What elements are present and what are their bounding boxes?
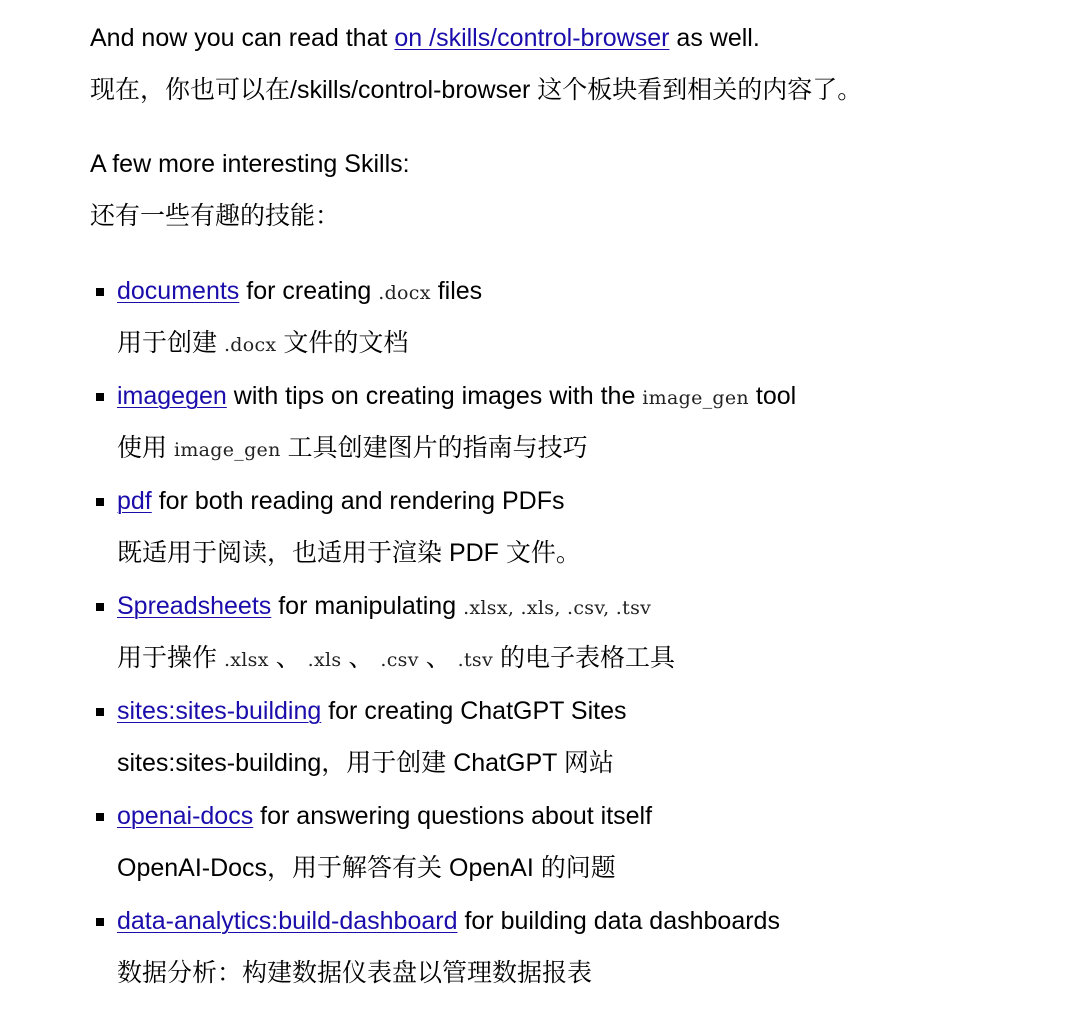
skill-description-en: [117, 800, 652, 832]
skill-text: for creating ChatGPT Sites: [321, 697, 627, 725]
skill-text: 用于操作: [117, 644, 224, 672]
skill-text: with tips on creating images with the: [226, 382, 643, 410]
skill-text: 的电子表格工具: [493, 644, 675, 672]
skill-text: tool: [748, 382, 797, 410]
skill-description-en: [117, 905, 780, 937]
skill-link-sites-building[interactable]: sites:sites-building: [117, 697, 322, 725]
skill-text: for building data dashboards: [457, 907, 780, 935]
separator: 、: [418, 644, 458, 672]
skill-link-pdf[interactable]: pdf: [117, 487, 152, 515]
code-xlsx: .xlsx: [223, 649, 269, 671]
bullet-marker: [96, 288, 104, 296]
skill-text: for both reading and rendering PDFs: [151, 487, 565, 515]
intro-text-after: as well.: [669, 24, 760, 52]
more-skills-heading-zh: 还有一些有趣的技能：: [90, 202, 341, 230]
skill-text: for answering questions about itself: [253, 802, 653, 830]
skill-text: 用于创建: [117, 329, 224, 357]
skill-text: for manipulating: [271, 592, 464, 620]
code-image-gen: image_gen: [642, 387, 749, 409]
code-tsv: .tsv: [457, 649, 494, 671]
skill-text: files: [430, 277, 483, 305]
skill-link-spreadsheets[interactable]: Spreadsheets: [117, 592, 272, 620]
skill-text: 使用: [117, 434, 174, 462]
skill-description-zh: [117, 432, 588, 466]
skill-text: for creating: [239, 277, 379, 305]
code-xls: .xls: [307, 649, 342, 671]
skill-description-zh: [117, 642, 675, 676]
skill-description-en: [117, 695, 627, 727]
bullet-marker: [96, 498, 104, 506]
skill-description-zh: [117, 327, 408, 361]
skill-link-documents[interactable]: documents: [117, 277, 240, 305]
more-skills-heading-en: A few more interesting Skills:: [90, 150, 410, 178]
skill-description-en: [117, 275, 482, 309]
skill-description-zh: 数据分析：构建数据仪表盘以管理数据报表: [117, 959, 593, 987]
skill-description-en: [117, 485, 565, 517]
intro-line-zh: 现在，你也可以在/skills/control-browser 这个板块看到相关的内容了。: [90, 76, 863, 104]
code-docx: .docx: [223, 334, 277, 356]
skill-description-en: [117, 590, 651, 624]
separator: 、: [268, 644, 308, 672]
code-image-gen: image_gen: [173, 439, 281, 461]
skill-link-build-dashboard[interactable]: data-analytics:build-dashboard: [117, 907, 458, 935]
intro-line-en: [90, 22, 760, 54]
control-browser-link[interactable]: on /skills/control-browser: [394, 24, 670, 52]
bullet-marker: [96, 708, 104, 716]
skill-text: 工具创建图片的指南与技巧: [280, 434, 588, 462]
code-docx: .docx: [378, 282, 431, 304]
skill-description-zh: OpenAI-Docs，用于解答有关 OpenAI 的问题: [117, 854, 616, 882]
code-spreadsheet-extensions: .xlsx, .xls, .csv, .tsv: [463, 597, 652, 619]
bullet-marker: [96, 813, 104, 821]
intro-text-before: And now you can read that: [90, 24, 395, 52]
skill-text: 文件的文档: [276, 329, 409, 357]
skill-link-openai-docs[interactable]: openai-docs: [117, 802, 254, 830]
skill-description-zh: sites:sites-building，用于创建 ChatGPT 网站: [117, 749, 614, 777]
skill-description-en: [117, 380, 796, 414]
bullet-marker: [96, 918, 104, 926]
skill-link-imagegen[interactable]: imagegen: [117, 382, 227, 410]
bullet-marker: [96, 603, 104, 611]
code-csv: .csv: [380, 649, 419, 671]
bullet-marker: [96, 393, 104, 401]
skill-description-zh: 既适用于阅读，也适用于渲染 PDF 文件。: [117, 539, 581, 567]
separator: 、: [341, 644, 381, 672]
